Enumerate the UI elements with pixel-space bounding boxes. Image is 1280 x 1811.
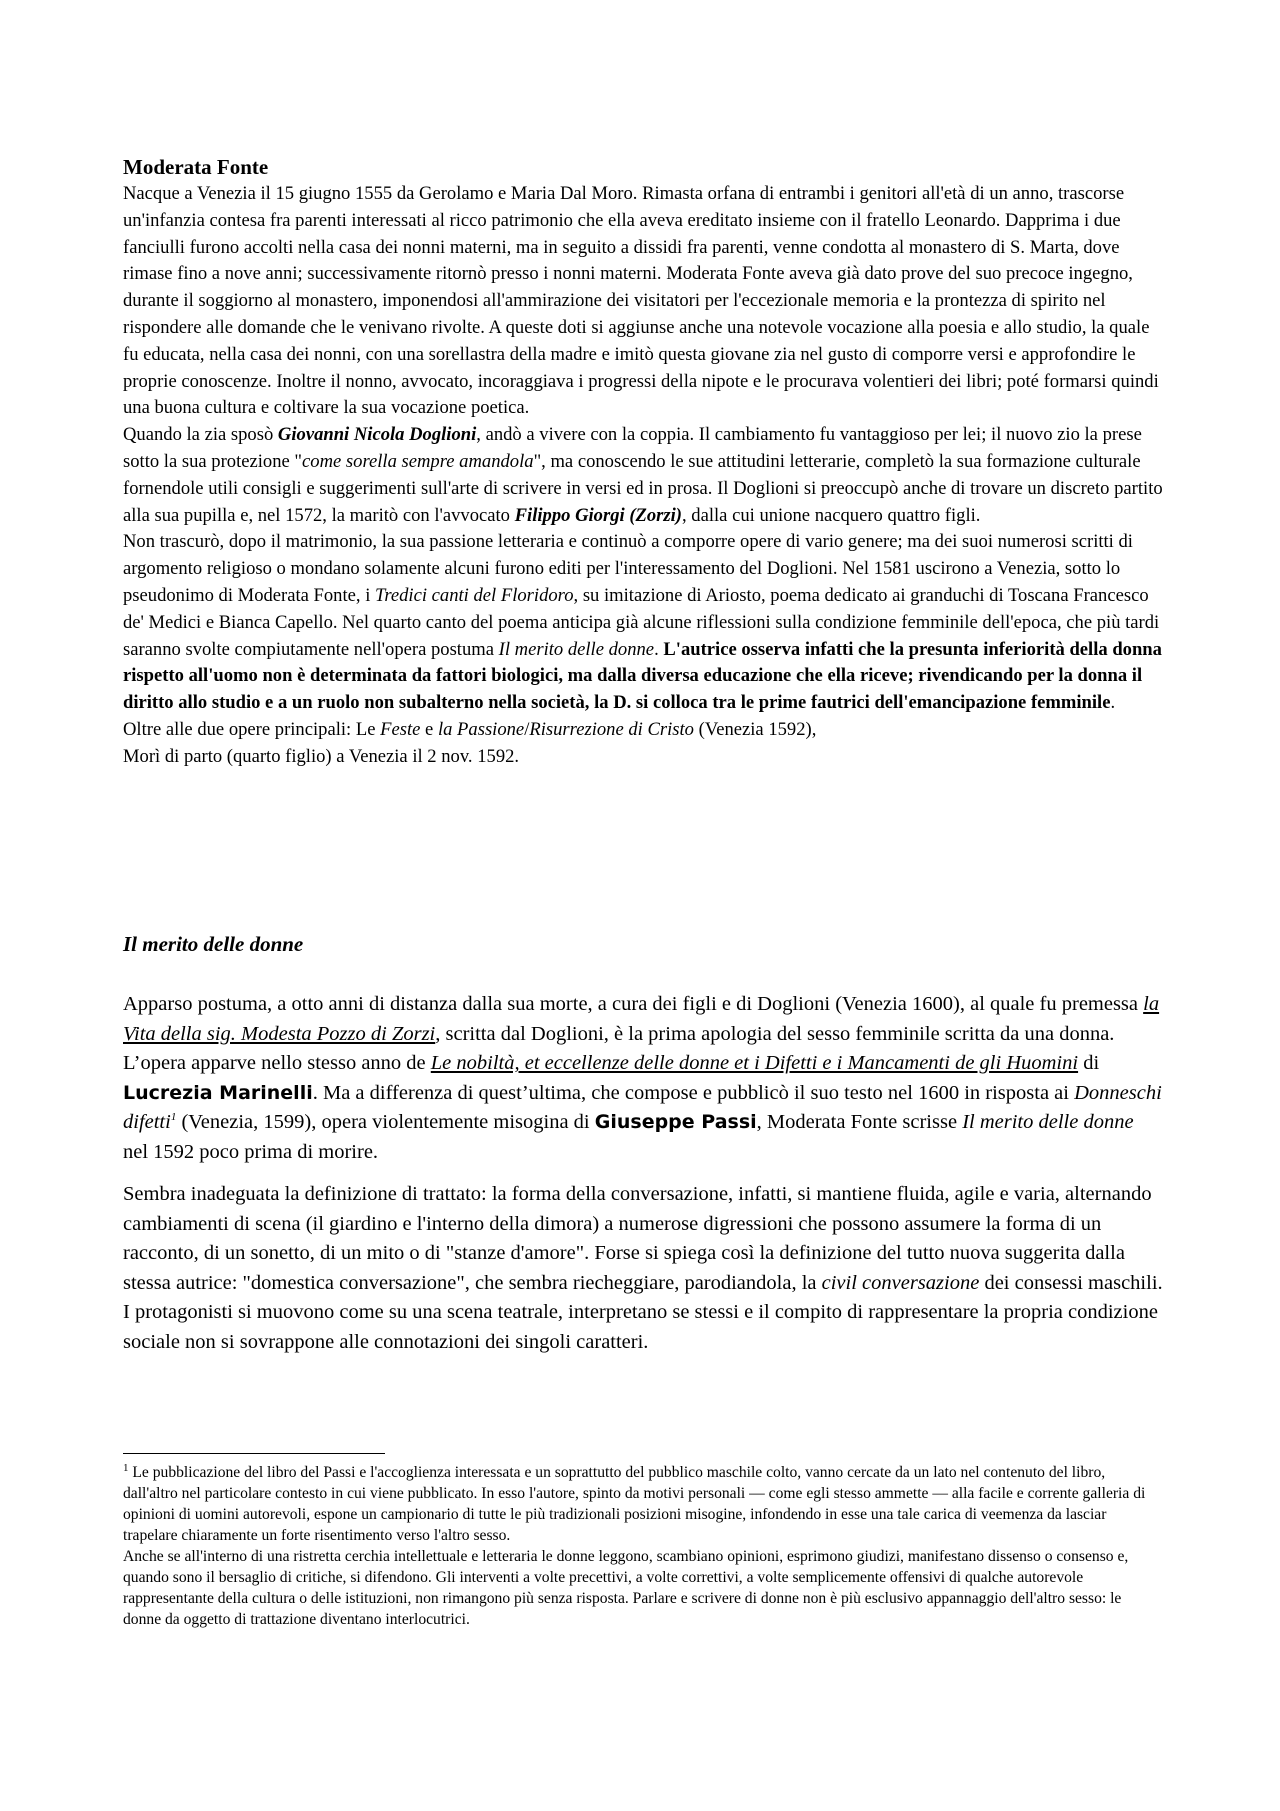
biography — [123, 181, 1163, 771]
text-span: , scritta dal Doglioni, è la prima apologia del sesso femminile scritta da una donna. — [435, 1022, 1115, 1045]
text-span: (Venezia, 1599), opera violentemente misogina di — [176, 1111, 595, 1133]
person-name: Lucrezia Marinelli — [123, 1081, 313, 1104]
page-title: Moderata Fonte — [123, 155, 269, 179]
text-span: , Moderata Fonte scrisse — [756, 1111, 963, 1133]
person-name: Filippo Giorgi (Zorzi) — [514, 504, 682, 526]
text-span: , dalla cui unione nacquero quattro figli. — [682, 504, 981, 526]
footnote-separator — [123, 1453, 385, 1454]
nobilta-link[interactable]: Le nobiltà, et eccellenze delle donne et i Difetti e i Mancamenti de gli Huomini — [430, 1052, 1079, 1074]
merito-paragraph-2 — [123, 1049, 1163, 1167]
bio-paragraph-1: Nacque a Venezia il 15 giugno 1555 da Gerolamo e Maria Dal Moro. Rimasta orfana di entrambi i genitori all'età di un anno, trascorse un'infanzia contesa fra parenti interessati al ricco patrimonio che ella aveva ereditato insieme con il fratello Leonardo. Dapprima i due fanciulli furono accolti nella casa dei nonni materni, ma in seguito a dissidi fra parenti, venne condotta al monastero di S. Marta, dove rimase fino a nove anni; successivamente ritornò presso i nonni materni. Moderata Fonte aveva già dato prove del suo precoce ingegno, durante il soggiorno al monastero, imponendosi all'ammirazione dei visitatori per l'eccezionale memoria e la prontezza di spirito nel rispondere alle domande che le venivano rivolte. A queste doti si aggiunse anche una notevole vocazione alla poesia e allo studio, la quale fu educata, nella casa dei nonni, con una sorellastra della madre e imitò questa giovane zia nel gusto di comporre versi e approfondire le proprie conoscenze. Inoltre il nonno, avvocato, incoraggiava i progressi della nipote e le procurava volentieri dei libri; poté formarsi quindi una buona cultura e coltivare la sua vocazione poetica. — [123, 183, 1159, 419]
text-span: Sembra inadeguata la definizione di trattato: la forma della conversazione, infatti, si mantiene fluida, agile e varia, alternando cambiamenti di scena (il giardino e l'interno della dimora) a numerose digressioni che possono assumere la forma di un racconto, di un sonetto, di un mito o di "stanze d'amore". Forse si spiega così la definizione del tutto nuova suggerita dalla stessa autrice: "domestica conversazione", che sembra riecheggiare, parodiandola, la — [123, 1183, 1152, 1294]
footnotes — [123, 1453, 1163, 1630]
text-span: . — [1110, 692, 1116, 714]
text-span: , su imitazione di Ariosto, poema dedicato ai granduchi di Toscana Francesco de' Medici e Bianca Capello. Nel quarto canto del poema anticipa già alcune riflessioni sulla condizione femminile dell'epoca, che più tardi saranno svolte compiutamente nell'opera postuma — [123, 584, 1160, 660]
vita-link[interactable]: la Vita della sig. Modesta Pozzo di Zorzi — [123, 993, 1160, 1045]
text-span: / — [524, 718, 530, 740]
text-span: . — [654, 638, 664, 660]
person-name: Giovanni Nicola Doglioni — [277, 424, 477, 446]
text-span: di — [1078, 1052, 1100, 1074]
quote: civil conversazione — [821, 1271, 980, 1294]
work-title: Donneschi difetti — [123, 1081, 1162, 1133]
bold-statement: L'autrice osserva infatti che la presunta inferiorità della donna rispetto all'uomo non è determinata da fattori biologici, ma dalla diversa educazione che ella riceve; rivendicando per la donna il diritto allo studio e a un ruolo non subalterno nella società, la D. si colloca tra le prime fautrici dell'emancipazione femminile — [123, 638, 1162, 714]
footnote-number: 1 — [123, 1461, 129, 1474]
work-title: la Passione — [437, 718, 525, 740]
text-span: Apparso postuma, a otto anni di distanza dalla sua morte, a cura dei figli e di Doglioni (Venezia 1600), al quale fu premessa — [123, 993, 1144, 1015]
work-title: Il merito delle donne — [498, 638, 655, 660]
text-span: ", ma conoscendo le sue attitudini letterarie, completò la sua formazione culturale fornendole utili consigli e suggerimenti sull'arte di scrivere in versi ed in prosa. Il Doglioni si preoccupò anche di trovare un discreto partito alla sua pupilla e, nel 1572, la maritò con l'avvocato — [123, 450, 1163, 526]
text-span: nel 1592 poco prima di morire. — [123, 1140, 379, 1163]
text-span: L’opera apparve nello stesso anno de — [123, 1052, 431, 1074]
text-span: Le pubblicazione del libro del Passi e l'accoglienza interessata e un soprattutto del pubblico maschile colto, vanno cercate da un lato nel contenuto del libro, dall'altro nel particolare contesto in cui viene pubblicato. In esso l'autore, spinto da motivi personali — come egli stesso ammette — alla facile e corrente galleria di opinioni di uomini autorevoli, espone un campionario di tutte le più tradizionali posizioni misogine, infondendo in esse una tale carica di veemenza da lasciar trapelare chiaramente un forte risentimento verso l'altro sesso. — [123, 1464, 1146, 1544]
footnote-ref[interactable]: 1 — [170, 1111, 177, 1124]
bio-paragraph-5: Morì di parto (quarto figlio) a Venezia il 2 nov. 1592. — [123, 745, 520, 767]
bio-paragraph-3 — [123, 529, 1163, 717]
text-span: dei consessi maschili. I protagonisti si muovono come su una scena teatrale, interpretano se stessi e il compito di rappresentare la propria condizione sociale non si sovrappone alle connotazioni dei singoli caratteri. — [123, 1271, 1163, 1353]
bio-paragraph-2 — [123, 422, 1163, 529]
merito-section — [123, 930, 1163, 1357]
text-span: Oltre alle due opere principali: Le — [123, 718, 381, 740]
work-title: Il merito delle donne — [962, 1111, 1134, 1133]
footnote-1 — [123, 1462, 1163, 1546]
quote: come sorella sempre amandola — [302, 450, 534, 472]
person-name: Giuseppe Passi — [594, 1111, 757, 1133]
footnote-continuation: Anche se all'interno di una ristretta cerchia intellettuale e letteraria le donne leggono, scambiano opinioni, esprimono giudizi, manifestano dissenso o consenso e, quando sono il bersaglio di critiche, si difendono. Gli interventi a volte precettivi, a volte correttivi, a volte semplicemente offensivi di qualche autorevole rappresentante della cultura o delle istituzioni, non rimangono più senza risposta. Parlare e scrivere di donne non è più esclusivo appannaggio dell'altro sesso: le donne da oggetto di trattazione diventano interlocutrici. — [123, 1548, 1129, 1628]
section-title: Il merito delle donne — [123, 932, 304, 956]
text-span: (Venezia 1592), — [693, 718, 817, 740]
text-span: e — [420, 718, 438, 740]
work-title: Feste — [380, 718, 421, 740]
work-title: Tredici canti del Floridoro — [375, 584, 574, 606]
text-span: , andò a vivere con la coppia. Il cambiamento fu vantaggioso per lei; il nuovo zio la prese sotto la sua protezione " — [123, 424, 1142, 472]
bio-paragraph-4 — [123, 717, 1163, 744]
text-span: Quando la zia sposò — [123, 424, 278, 446]
text-span: Non trascurò, dopo il matrimonio, la sua passione letteraria e continuò a comporre opere di vario genere; ma dei suoi numerosi scritti di argomento religioso o mondano solamente alcuni furono editi per l'interessamento del Doglioni. Nel 1581 uscirono a Venezia, sotto lo pseudonimo di Moderata Fonte, i — [123, 531, 1133, 606]
merito-body — [123, 990, 1163, 1357]
merito-paragraph-1 — [123, 990, 1163, 1049]
text-span: . Ma a differenza di quest’ultima, che compose e pubblicò il suo testo nel 1600 in risposta ai — [312, 1081, 1075, 1104]
merito-paragraph-3 — [123, 1180, 1163, 1357]
document-page — [123, 153, 1163, 771]
work-title: Risurrezione di Cristo — [529, 718, 694, 740]
